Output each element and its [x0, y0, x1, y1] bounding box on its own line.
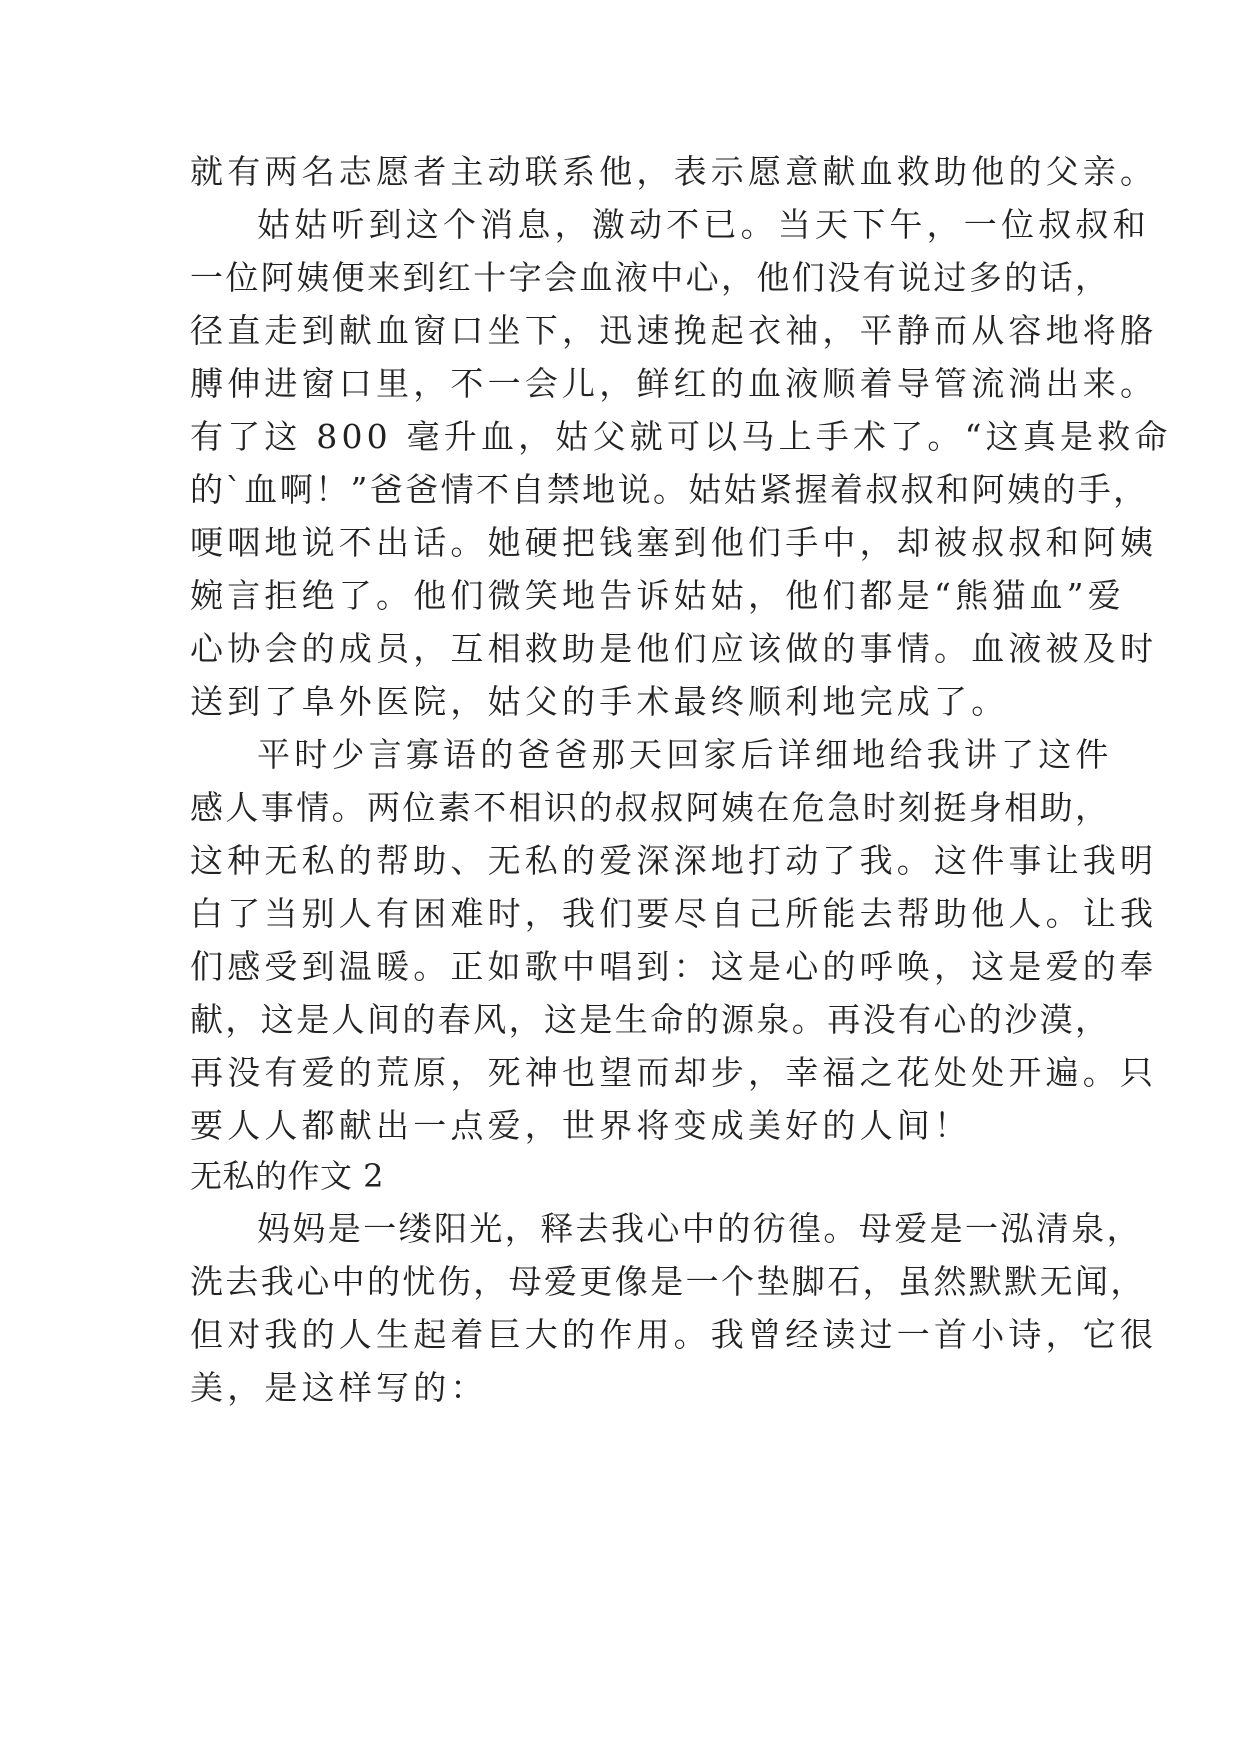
text-line: 就有两名志愿者主动联系他，表示愿意献血救助他的父亲。: [190, 152, 1158, 191]
text-line: 送到了阜外医院，姑父的手术最终顺利地完成了。: [190, 682, 1009, 721]
text-line: 心协会的成员，互相救助是他们应该做的事情。血液被及时: [190, 629, 1158, 668]
paragraph-first-line: 妈妈是一缕阳光，释去我心中的彷徨。母爱是一泓清泉，: [257, 1209, 1142, 1248]
text-line: 一位阿姨便来到红十字会血液中心，他们没有说过多的话，: [190, 258, 1111, 297]
text-line: 洗去我心中的忧伤，母爱更像是一个垫脚石，虽然默默无闻，: [190, 1262, 1146, 1301]
text-line: 径直走到献血窗口坐下，迅速挽起衣袖，平静而从容地将胳: [190, 311, 1158, 350]
text-line: 的`血啊！”爸爸情不自禁地说。姑姑紧握着叔叔和阿姨的手，: [190, 470, 1149, 509]
text-line: 感人事情。两位素不相识的叔叔阿姨在危急时刻挺身相助，: [190, 788, 1111, 827]
text-line: 哽咽地说不出话。她硬把钱塞到他们手中，却被叔叔和阿姨: [190, 523, 1158, 562]
text-line: 但对我的人生起着巨大的作用。我曾经读过一首小诗，它很: [190, 1315, 1158, 1354]
section-heading: 无私的作文 2: [190, 1157, 385, 1195]
text-line: 再没有爱的荒原，死神也望而却步，幸福之花处处开遍。只: [190, 1053, 1158, 1092]
text-line: 有了这 800 毫升血，姑父就可以马上手术了。“这真是救命: [190, 417, 1172, 456]
text-line: 献，这是人间的春风，这是生命的源泉。再没有心的沙漠，: [190, 1000, 1111, 1039]
text-line: 这种无私的帮助、无私的爱深深地打动了我。这件事让我明: [190, 841, 1158, 880]
text-line: 白了当别人有困难时，我们要尽自己所能去帮助他人。让我: [190, 894, 1158, 933]
paragraph-first-line: 平时少言寡语的爸爸那天回家后详细地给我讲了这件: [257, 735, 1113, 774]
text-line: 膊伸进窗口里，不一会儿，鲜红的血液顺着导管流淌出来。: [190, 364, 1158, 403]
text-line: 们感受到温暖。正如歌中唱到：这是心的呼唤，这是爱的奉: [190, 947, 1158, 986]
text-line: 美，是这样写的：: [190, 1368, 488, 1407]
text-line: 要人人都献出一点爱，世界将变成美好的人间！: [190, 1106, 972, 1145]
text-line: 婉言拒绝了。他们微笑地告诉姑姑，他们都是“熊猫血”爱: [190, 576, 1125, 615]
paragraph-first-line: 姑姑听到这个消息，激动不已。当天下午，一位叔叔和: [257, 205, 1150, 244]
